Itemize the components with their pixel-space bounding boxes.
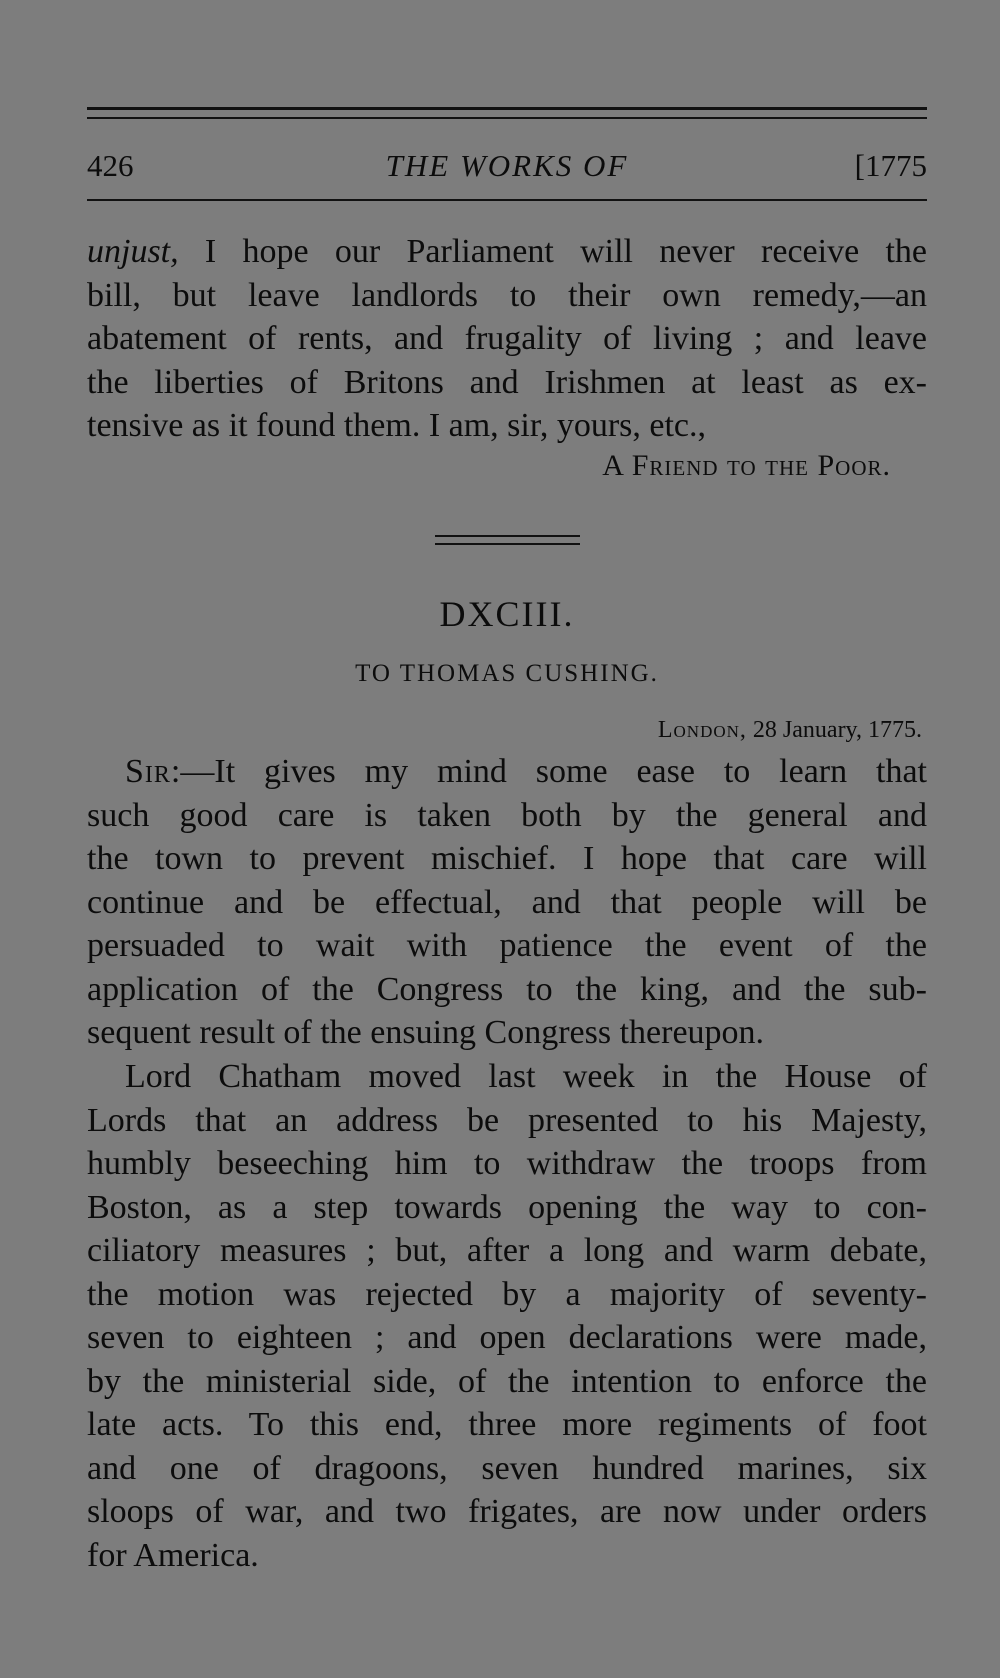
text-line: bill, but leave landlords to their own remedy,—an bbox=[87, 276, 927, 314]
line-text: I hope our Parliament will never receive the bbox=[178, 233, 927, 270]
text-line: Boston, as a step towards opening the way to con- bbox=[87, 1188, 927, 1226]
text-line: Lords that an address be presented to his Majesty, bbox=[87, 1101, 927, 1139]
text-line: humbly beseeching him to withdraw the troops from bbox=[87, 1145, 927, 1182]
text-line: the liberties of Britons and Irishmen at least as ex- bbox=[87, 363, 927, 401]
salutation: Sir bbox=[125, 753, 171, 790]
text-line: and one of dragoons, seven hundred marines, six bbox=[87, 1449, 927, 1487]
line-text: :—It gives my mind some ease to learn that bbox=[170, 753, 927, 790]
emphasized-word: unjust, bbox=[87, 233, 179, 270]
text-line: tensive as it found them. I am, sir, yours, etc., bbox=[87, 407, 707, 444]
dateline-place: London, bbox=[657, 717, 747, 743]
text-line: Lord Chatham moved last week in the House of bbox=[125, 1058, 927, 1095]
text-line: ciliatory measures ; but, after a long and warm debate, bbox=[87, 1232, 927, 1269]
letter-paragraph-1 bbox=[87, 750, 927, 1055]
running-head bbox=[87, 146, 927, 186]
text-line: sloops of war, and two frigates, are now under orders bbox=[87, 1493, 927, 1530]
section-number: DXCIII. bbox=[439, 594, 575, 634]
running-title: THE WORKS OF bbox=[385, 148, 629, 183]
text-line bbox=[87, 230, 927, 274]
text-line: the town to prevent mischief. I hope that care will bbox=[87, 840, 927, 877]
text-line: the motion was rejected by a majority of seventy- bbox=[87, 1275, 927, 1313]
text-line: late acts. To this end, three more regiments of foot bbox=[87, 1406, 927, 1443]
dateline-date: 28 January, 1775. bbox=[746, 717, 922, 743]
text-line: persuaded to wait with patience the event of the bbox=[87, 927, 927, 964]
running-year: [1775 bbox=[854, 148, 927, 183]
dateline bbox=[658, 717, 922, 744]
text-line: such good care is taken both by the general and bbox=[87, 796, 927, 834]
text-line: sequent result of the ensuing Congress thereupon. bbox=[87, 1014, 765, 1051]
text-line: application of the Congress to the king, and the sub- bbox=[87, 970, 927, 1008]
section-divider bbox=[435, 535, 580, 545]
text-line: for America. bbox=[87, 1536, 259, 1574]
book-page bbox=[87, 0, 927, 1678]
text-line: seven to eighteen ; and open declarations were made, bbox=[87, 1319, 927, 1356]
text-line: continue and be effectual, and that people will be bbox=[87, 883, 927, 921]
letter-paragraph-2 bbox=[87, 1055, 927, 1577]
text-line: by the ministerial side, of the intention to enforce the bbox=[87, 1362, 927, 1400]
letter-addressee: TO THOMAS CUSHING. bbox=[355, 660, 659, 687]
top-double-rule bbox=[87, 107, 927, 119]
previous-letter-closing-paragraph bbox=[87, 230, 927, 448]
header-rule bbox=[87, 199, 927, 201]
text-line: abatement of rents, and frugality of living ; and leave bbox=[87, 320, 927, 357]
signature: A Friend to the Poor. bbox=[602, 449, 891, 482]
page-number: 426 bbox=[87, 148, 134, 183]
text-line bbox=[87, 750, 927, 794]
